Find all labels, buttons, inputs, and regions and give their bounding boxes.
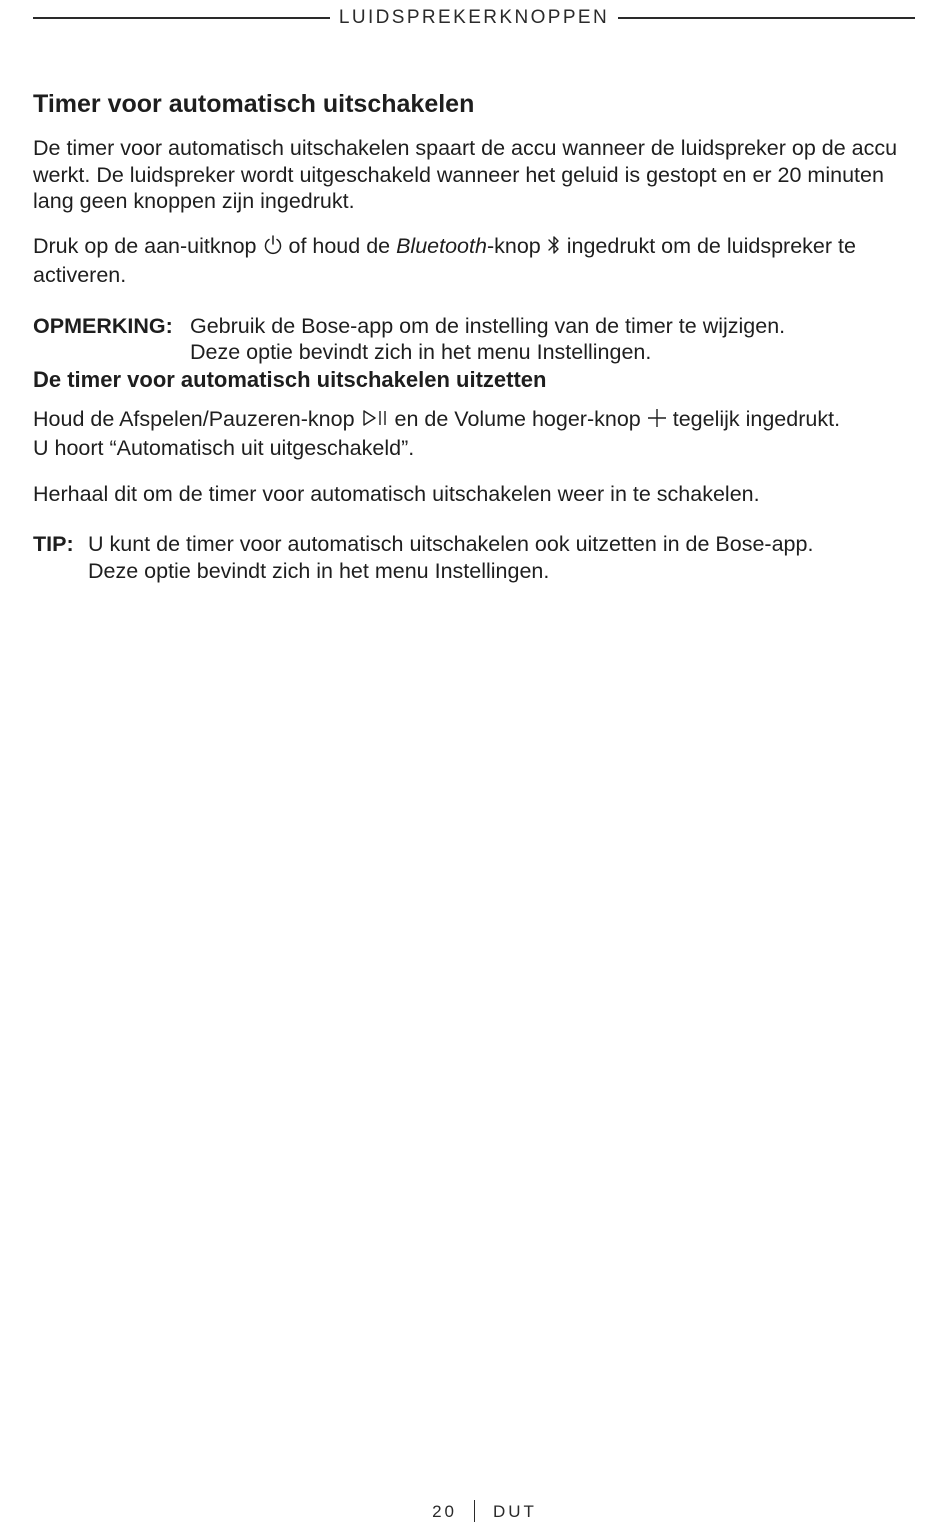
paragraph-activate [33, 233, 918, 289]
bluetooth-word: Bluetooth [396, 233, 487, 258]
note [33, 313, 918, 366]
header-rule-right [618, 17, 915, 18]
footer-divider [474, 1500, 475, 1522]
paragraph-activate-part-c: -knop [486, 233, 541, 258]
tip-label: TIP: [33, 532, 74, 556]
note-line-1: Gebruik de Bose-app om de instelling van de timer te wijzigen. [190, 313, 786, 338]
paragraph-reenable: Herhaal dit om de timer voor automatisch uitschakelen weer in te schakelen. [33, 481, 760, 506]
note-text [190, 313, 785, 366]
tip-line-2: Deze optie bevindt zich in het menu Instellingen. [88, 558, 550, 583]
section-title: Timer voor automatisch uitschakelen [33, 90, 475, 118]
subsection-title: De timer voor automatisch uitschakelen uitzetten [33, 366, 547, 392]
header-rule-left [33, 17, 330, 18]
paragraph-activate-part-d: ingedrukt om de luidspreker te activeren. [33, 233, 856, 287]
note-line-2: Deze optie bevindt zich in het menu Instellingen. [190, 340, 652, 364]
note-label: OPMERKING: [33, 313, 173, 338]
paragraph-disable-part-a: Houd de Afspelen/Pauzeren-knop [33, 406, 355, 431]
paragraph-disable [33, 406, 918, 462]
header-title: LUIDSPREKERKNOPPEN [338, 7, 610, 28]
page-number: 20 [432, 1502, 457, 1521]
paragraph-activate-part-a: Druk op de aan-uitknop [33, 233, 257, 258]
paragraph-timer-intro: De timer voor automatisch uitschakelen spaart de accu wanneer de luidspreker op de accu werkt. De luidspreker wordt uitgeschakeld wanneer het geluid is gestopt en er 20 minuten lang geen knoppen zijn ingedrukt. [33, 136, 898, 213]
paragraph-activate-part-b: of houd de [288, 233, 391, 258]
page-footer [0, 1500, 950, 1524]
play-pause-icon [361, 407, 389, 436]
main-content [33, 88, 918, 584]
tip-text [88, 531, 813, 584]
power-icon [263, 234, 283, 263]
page-header [33, 8, 915, 28]
paragraph-disable-part-c: tegelijk ingedrukt. [672, 406, 841, 431]
plus-icon [647, 407, 667, 436]
tip [33, 531, 918, 584]
language-code: DUT [493, 1502, 537, 1521]
tip-line-1: U kunt de timer voor automatisch uitschakelen ook uitzetten in de Bose-app. [88, 532, 814, 556]
bluetooth-icon [547, 234, 561, 263]
paragraph-disable-line-2: U hoort “Automatisch uit uitgeschakeld”. [33, 436, 415, 460]
paragraph-disable-part-b: en de Volume hoger-knop [394, 406, 641, 431]
